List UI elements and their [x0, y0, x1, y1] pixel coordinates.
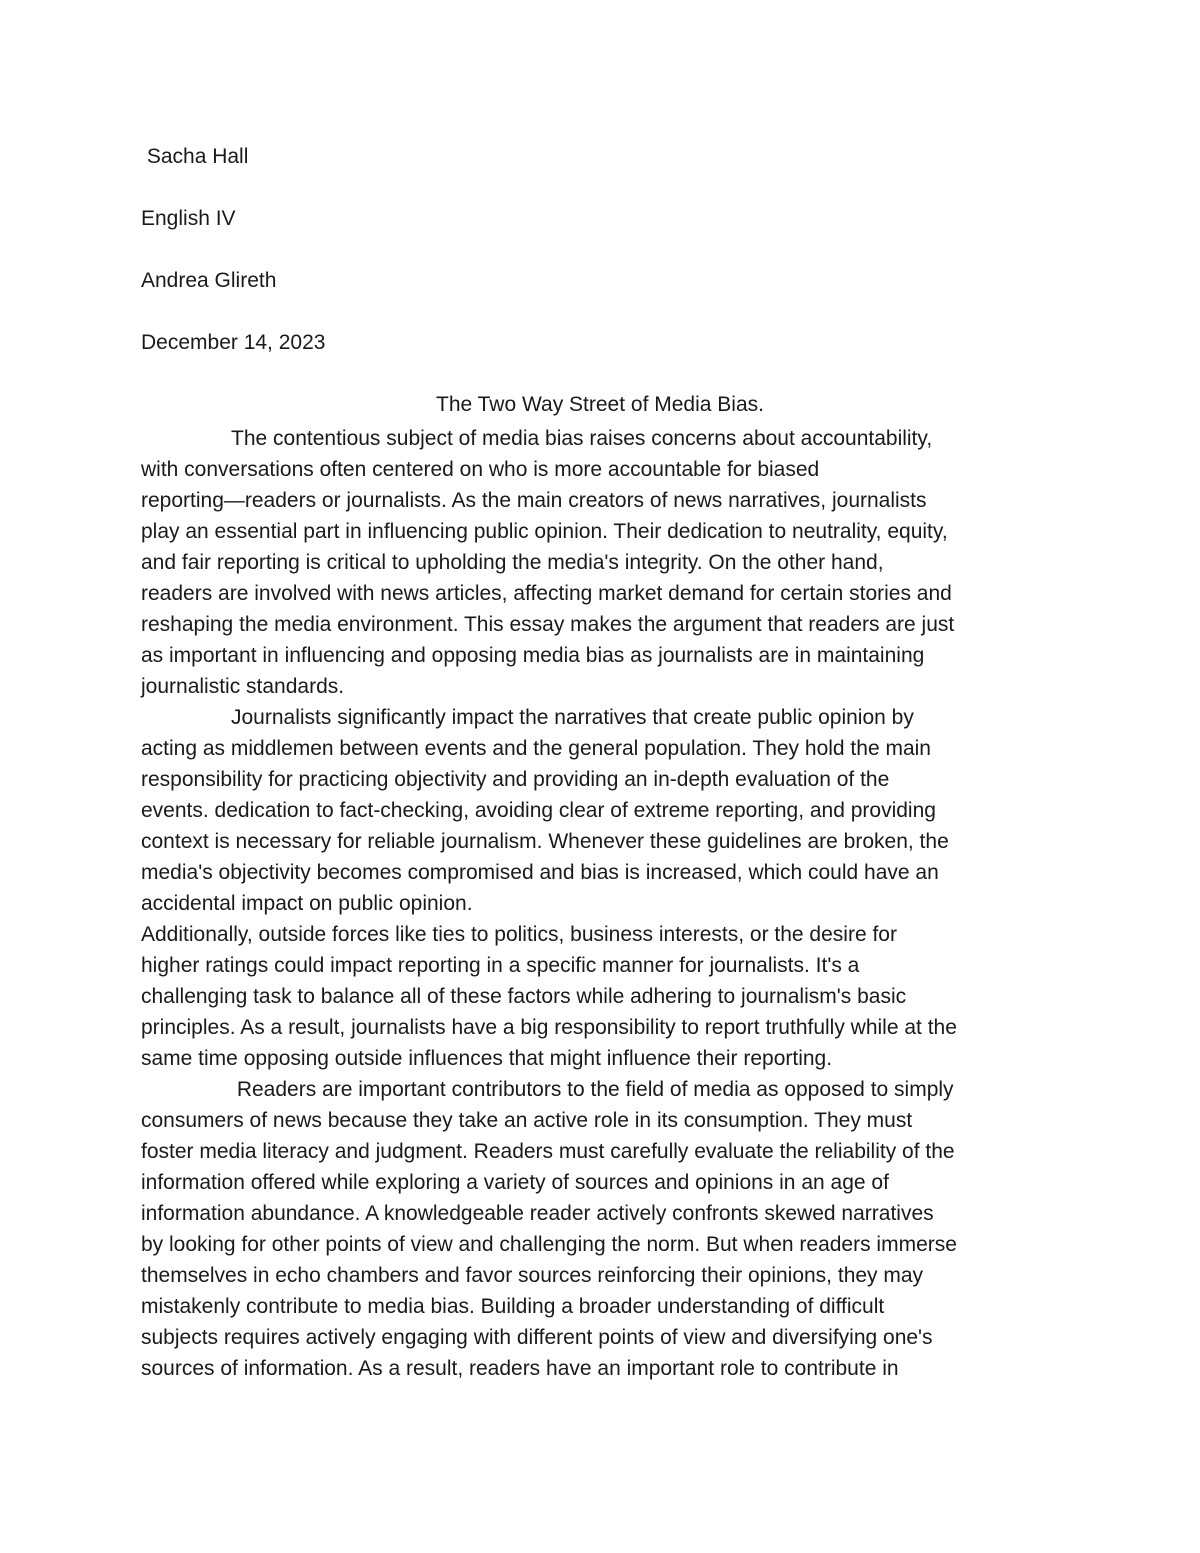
student-name: Sacha Hall — [141, 145, 249, 168]
body-line: Journalists significantly impact the narratives that create public opinion by — [231, 706, 914, 729]
body-line: accidental impact on public opinion. — [141, 892, 473, 915]
body-line: The contentious subject of media bias raises concerns about accountability, — [231, 427, 933, 450]
body-line: reporting—readers or journalists. As the main creators of news narratives, journalists — [141, 489, 927, 512]
body-line: readers are involved with news articles, affecting market demand for certain stories and — [141, 582, 952, 605]
body-line: journalistic standards. — [141, 675, 345, 698]
body-line: sources of information. As a result, readers have an important role to contribute in — [141, 1357, 899, 1380]
body-line: higher ratings could impact reporting in a specific manner for journalists. It's a — [141, 954, 860, 977]
essay-title: The Two Way Street of Media Bias. — [436, 393, 764, 416]
body-line: themselves in echo chambers and favor sources reinforcing their opinions, they may — [141, 1264, 924, 1287]
course-name: English IV — [141, 207, 236, 230]
body-line: principles. As a result, journalists have a big responsibility to report truthfully while at the — [141, 1016, 957, 1039]
body-line: context is necessary for reliable journalism. Whenever these guidelines are broken, the — [141, 830, 949, 853]
body-line: same time opposing outside influences that might influence their reporting. — [141, 1047, 833, 1070]
body-line: information offered while exploring a variety of sources and opinions in an age of — [141, 1171, 889, 1194]
body-line: play an essential part in influencing public opinion. Their dedication to neutrality, equity, — [141, 520, 948, 543]
body-line: responsibility for practicing objectivity and providing an in-depth evaluation of the — [141, 768, 890, 791]
body-line: subjects requires actively engaging with different points of view and diversifying one's — [141, 1326, 933, 1349]
body-line: with conversations often centered on who is more accountable for biased — [141, 458, 820, 481]
body-line: mistakenly contribute to media bias. Building a broader understanding of difficult — [141, 1295, 885, 1318]
body-line: acting as middlemen between events and the general population. They hold the main — [141, 737, 931, 760]
body-line: and fair reporting is critical to upholding the media's integrity. On the other hand, — [141, 551, 884, 574]
essay-body — [141, 423, 1066, 1384]
teacher-name: Andrea Glireth — [141, 269, 277, 292]
body-line: foster media literacy and judgment. Readers must carefully evaluate the reliability of the — [141, 1140, 955, 1163]
body-line: as important in influencing and opposing media bias as journalists are in maintaining — [141, 644, 925, 667]
body-line: by looking for other points of view and challenging the norm. But when readers immerse — [141, 1233, 957, 1256]
body-line: events. dedication to fact-checking, avoiding clear of extreme reporting, and providing — [141, 799, 936, 822]
body-line: media's objectivity becomes compromised and bias is increased, which could have an — [141, 861, 939, 884]
body-line: Additionally, outside forces like ties to politics, business interests, or the desire for — [141, 923, 897, 946]
document-date: December 14, 2023 — [141, 331, 326, 354]
body-line: information abundance. A knowledgeable reader actively confronts skewed narratives — [141, 1202, 934, 1225]
body-line: consumers of news because they take an active role in its consumption. They must — [141, 1109, 913, 1132]
body-line: reshaping the media environment. This essay makes the argument that readers are just — [141, 613, 955, 636]
body-line: Readers are important contributors to the field of media as opposed to simply — [231, 1078, 954, 1101]
body-line: challenging task to balance all of these factors while adhering to journalism's basic — [141, 985, 907, 1008]
